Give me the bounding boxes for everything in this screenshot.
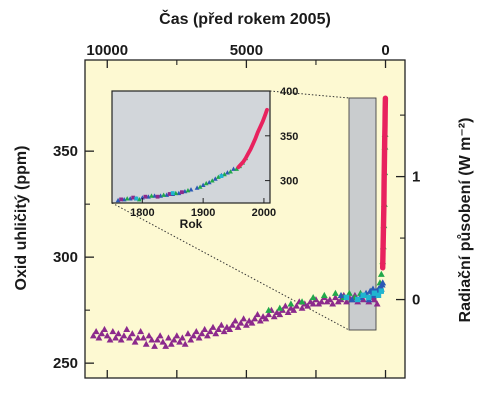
inset-plot-area: [112, 91, 270, 203]
inset-series-2-point-0: [119, 198, 123, 202]
main-series-3-point-1: [355, 297, 360, 302]
main-series-4-line: [383, 98, 386, 268]
top-axis-title: Čas (před rokem 2005): [159, 11, 331, 28]
top-axis-tick-label: 0: [381, 42, 390, 59]
main-series-3-point-0: [344, 295, 349, 300]
left-axis-tick-label: 350: [52, 143, 78, 161]
inset-series-2-point-2: [144, 195, 148, 199]
main-series-3-point-6: [379, 288, 384, 293]
inset-x-tick-label: 1900: [190, 207, 216, 219]
inset-series-2-point-3: [156, 195, 160, 199]
inset-y-tick-label: 400: [280, 86, 299, 98]
inset-x-tick-label: 1800: [130, 207, 155, 219]
inset-series-3-point-0: [134, 197, 138, 201]
inset-series-3-point-2: [220, 174, 224, 178]
left-axis-tick-label: 300: [52, 249, 78, 267]
right-axis-tick-label: 0: [412, 291, 421, 309]
right-axis-tick-label: 1: [412, 168, 421, 186]
inset-y-tick-label: 300: [280, 175, 299, 188]
top-axis-tick-label: 10000: [86, 42, 129, 59]
inset-y-tick-label: 350: [280, 130, 299, 143]
inset-series-2-point-5: [180, 190, 184, 194]
main-series-3-point-3: [366, 295, 371, 300]
inset-x-axis-label: Rok: [179, 217, 203, 231]
top-axis-tick-label: 5000: [229, 42, 264, 59]
right-axis-title: Radiační působení (W m⁻²): [457, 117, 474, 323]
left-axis-title: Oxid uhličitý (ppm): [13, 145, 30, 291]
inset-x-tick-label: 2000: [251, 207, 277, 219]
inset-series-3-point-1: [171, 191, 175, 195]
left-axis-tick-label: 250: [52, 355, 78, 373]
main-series-3-point-2: [361, 293, 366, 298]
